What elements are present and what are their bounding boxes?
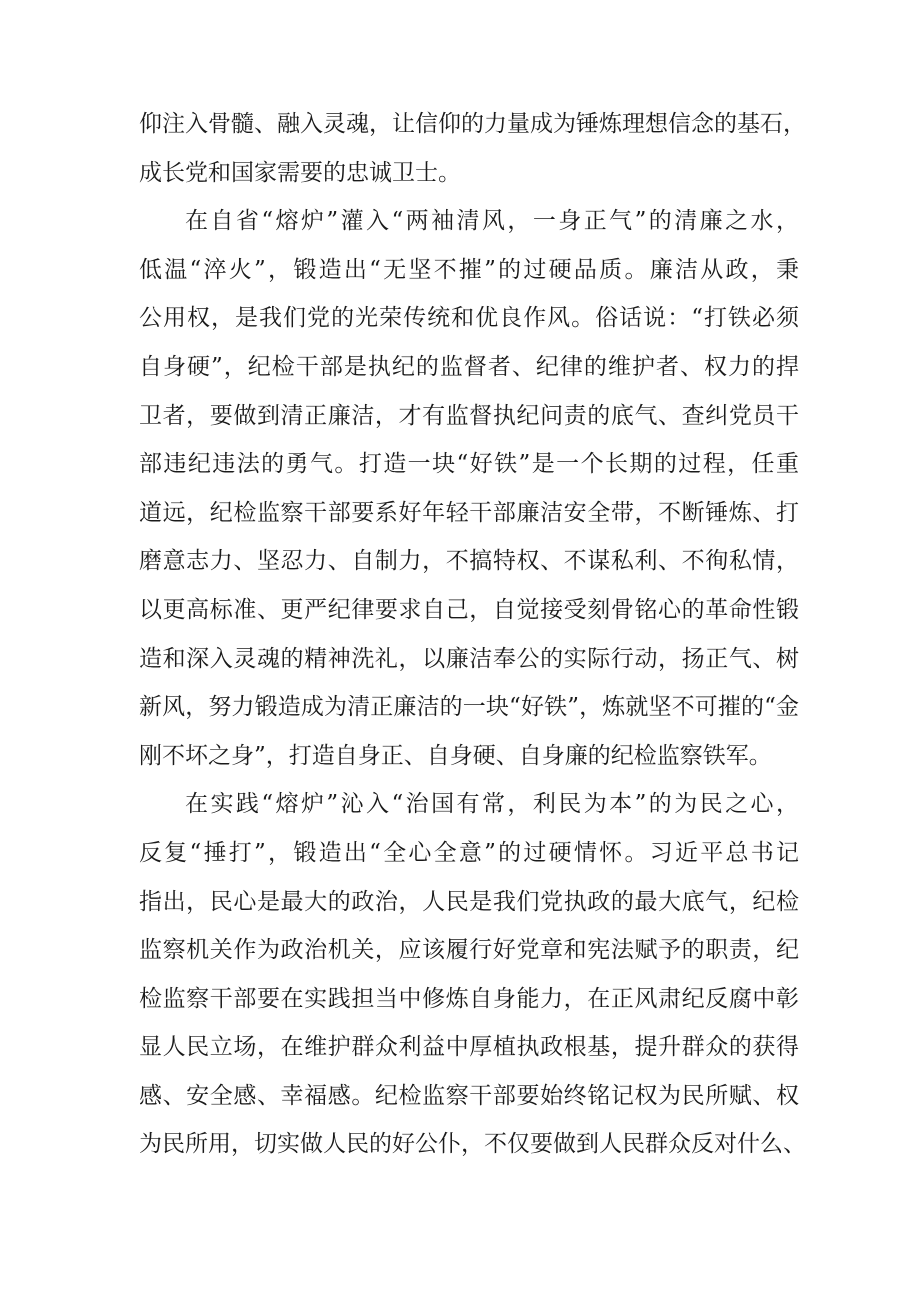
text-line: 道远，纪检监察干部要系好年轻干部廉洁安全带，不断锤炼、打 [139, 499, 799, 526]
text-line: 以更高标准、更严纪律要求自己，自觉接受刻骨铭心的革命性锻 [139, 596, 799, 623]
text-line: 为民所用，切实做人民的好公仆，不仅要做到人民群众反对什么、 [139, 1131, 806, 1158]
text-line: 指出，民心是最大的政治，人民是我们党执政的最大底气，纪检 [139, 888, 799, 915]
text-line: 检监察干部要在实践担当中修炼自身能力，在正风肃纪反腐中彰 [139, 985, 799, 1012]
text-line: 造和深入灵魂的精神洗礼，以廉洁奉公的实际行动，扬正气、树 [139, 645, 799, 672]
text-line: 刚不坏之身”，打造自身正、自身硬、自身廉的纪检监察铁军。 [139, 742, 772, 769]
text-line: 在自省“熔炉”灌入“两袖清风，一身正气”的清廉之水， [185, 208, 799, 235]
text-line: 显人民立场，在维护群众利益中厚植执政根基，提升群众的获得 [139, 1034, 799, 1061]
text-line: 感、安全感、幸福感。纪检监察干部要始终铭记权为民所赋、权 [139, 1082, 799, 1109]
text-line: 反复“捶打”，锻造出“全心全意”的过硬情怀。习近平总书记 [139, 839, 799, 866]
text-line: 磨意志力、坚忍力、自制力，不搞特权、不谋私利、不徇私情， [139, 548, 799, 575]
text-line: 在实践“熔炉”沁入“治国有常，利民为本”的为民之心， [185, 791, 799, 818]
text-line: 自身硬”，纪检干部是执纪的监督者、纪律的维护者、权力的捍 [139, 353, 799, 380]
text-line: 公用权，是我们党的光荣传统和优良作风。俗话说：“打铁必须 [139, 305, 799, 332]
text-line: 成长党和国家需要的忠诚卫士。 [139, 159, 461, 186]
text-line: 新风，努力锻造成为清正廉洁的一块“好铁”，炼就坚不可摧的“金 [139, 694, 799, 721]
text-line: 部违纪违法的勇气。打造一块“好铁”是一个长期的过程，任重 [139, 451, 799, 478]
text-line: 卫者，要做到清正廉洁，才有监督执纪问责的底气、查纠党员干 [139, 402, 799, 429]
text-line: 仰注入骨髓、融入灵魂，让信仰的力量成为锤炼理想信念的基石， [139, 111, 806, 137]
text-line: 监察机关作为政治机关，应该履行好党章和宪法赋予的职责，纪 [139, 937, 799, 964]
text-line: 低温“淬火”，锻造出“无坚不摧”的过硬品质。廉洁从政，秉 [139, 256, 799, 283]
document-body [139, 108, 806, 1177]
